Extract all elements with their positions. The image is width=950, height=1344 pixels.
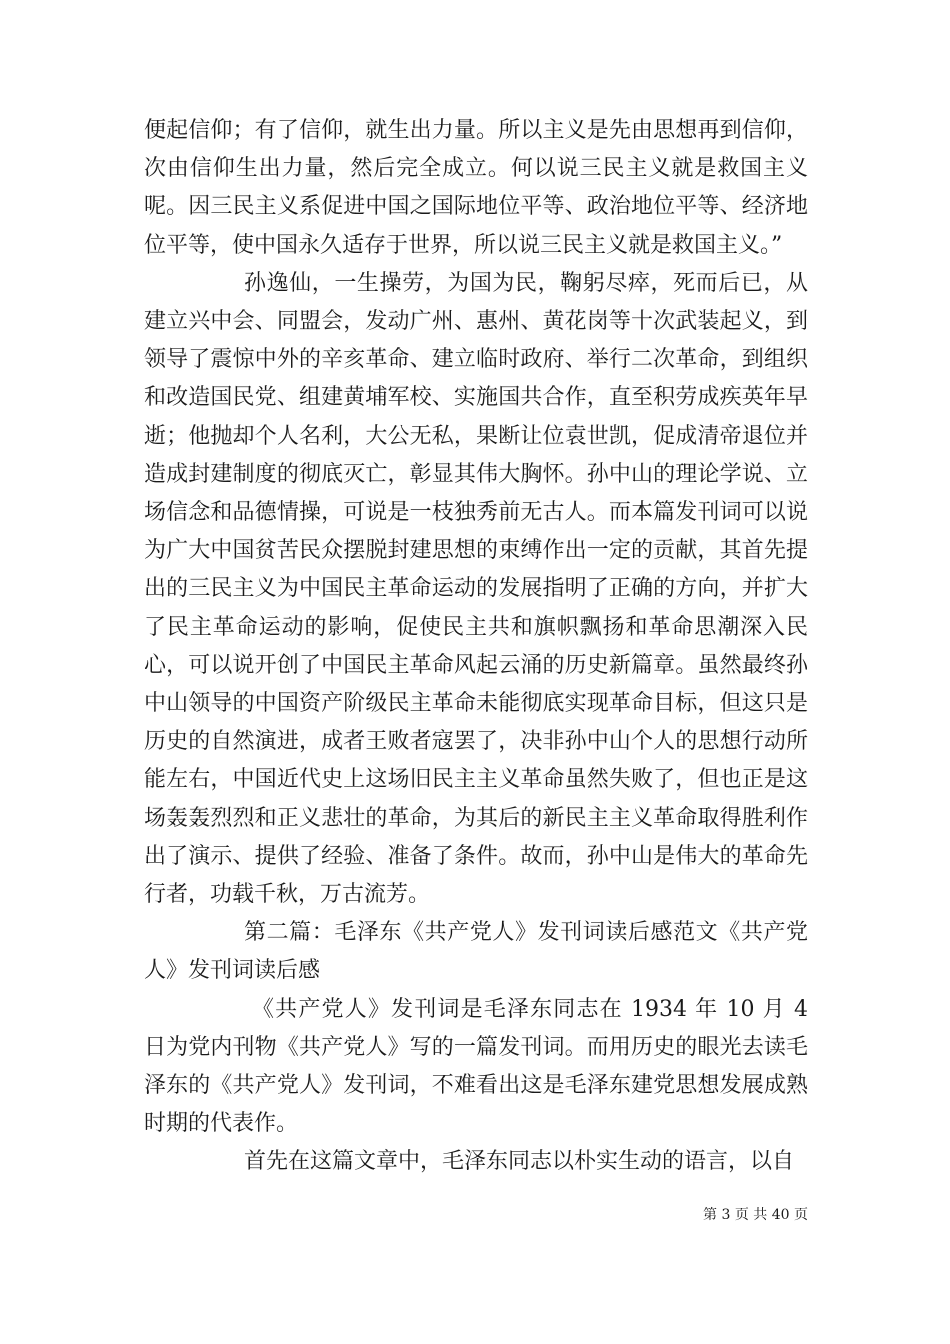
section-heading: 第二篇：毛泽东《共产党人》发刊词读后感范文《共产党人》发刊词读后感 [144,920,808,984]
paragraph-2: 孙逸仙，一生操劳，为国为民，鞠躬尽瘁，死而后已，从建立兴中会、同盟会，发动广州、惠州、黄花岗等十次武装起义，到领导了震惊中外的辛亥革命、建立临时政府、举行二次革命，到组织和改造国民党、组建黄埔军校、实施国共合作，直至积劳成疾英年早逝；他抛却个人名利，大公无私，果断让位袁世凯，促成清帝退位并造成封建制度的彻底灭亡，彰显其伟大胸怀。孙中山的理论学说、立场信念和品德情操，可说是一枝独秀前无古人。而本篇发刊词可以说为广大中国贫苦民众摆脱封建思想的束缚作出一定的贡献，其首先提出的三民主义为中国民主革命运动的发展指明了正确的方向，并扩大了民主革命运动的影响，促使民主共和旗帜飘扬和革命思潮深入民心，可以说开创了中国民主革命风起云涌的历史新篇章。虽然最终孙中山领导的中国资产阶级民主革命未能彻底实现革命目标，但这只是历史的自然演进，成者王败者寇罢了，决非孙中山个人的思想行动所能左右，中国近代史上这场旧民主主义革命虽然失败了，但也正是这场轰轰烈烈和正义悲壮的革命，为其后的新民主主义革命取得胜利作出了演示、提供了经验、准备了条件。故而，孙中山是伟大的革命先行者，功载千秋，万古流芳。 [144,270,808,908]
paragraph-4: 首先在这篇文章中，毛泽东同志以朴实生动的语言，以自 [244,1149,795,1175]
paragraph-3: 《共产党人》发刊词是毛泽东同志在 1934 年 10 月 4 日为党内刊物《共产党人》写的一篇发刊词。而用历史的眼光去读毛泽东的《共产党人》发刊词，不难看出这是毛泽东建党思想发展成熟时期的代表作。 [144,996,808,1137]
body-text [144,112,808,1182]
page-number: 第 3 页 共 40 页 [703,1207,808,1223]
paragraph-1: 便起信仰；有了信仰，就生出力量。所以主义是先由思想再到信仰，次由信仰生出力量，然后完全成立。何以说三民主义就是救国主义呢。因三民主义系促进中国之国际地位平等、政治地位平等、经济地位平等，使中国永久适存于世界，所以说三民主义就是救国主义。” [144,118,808,258]
